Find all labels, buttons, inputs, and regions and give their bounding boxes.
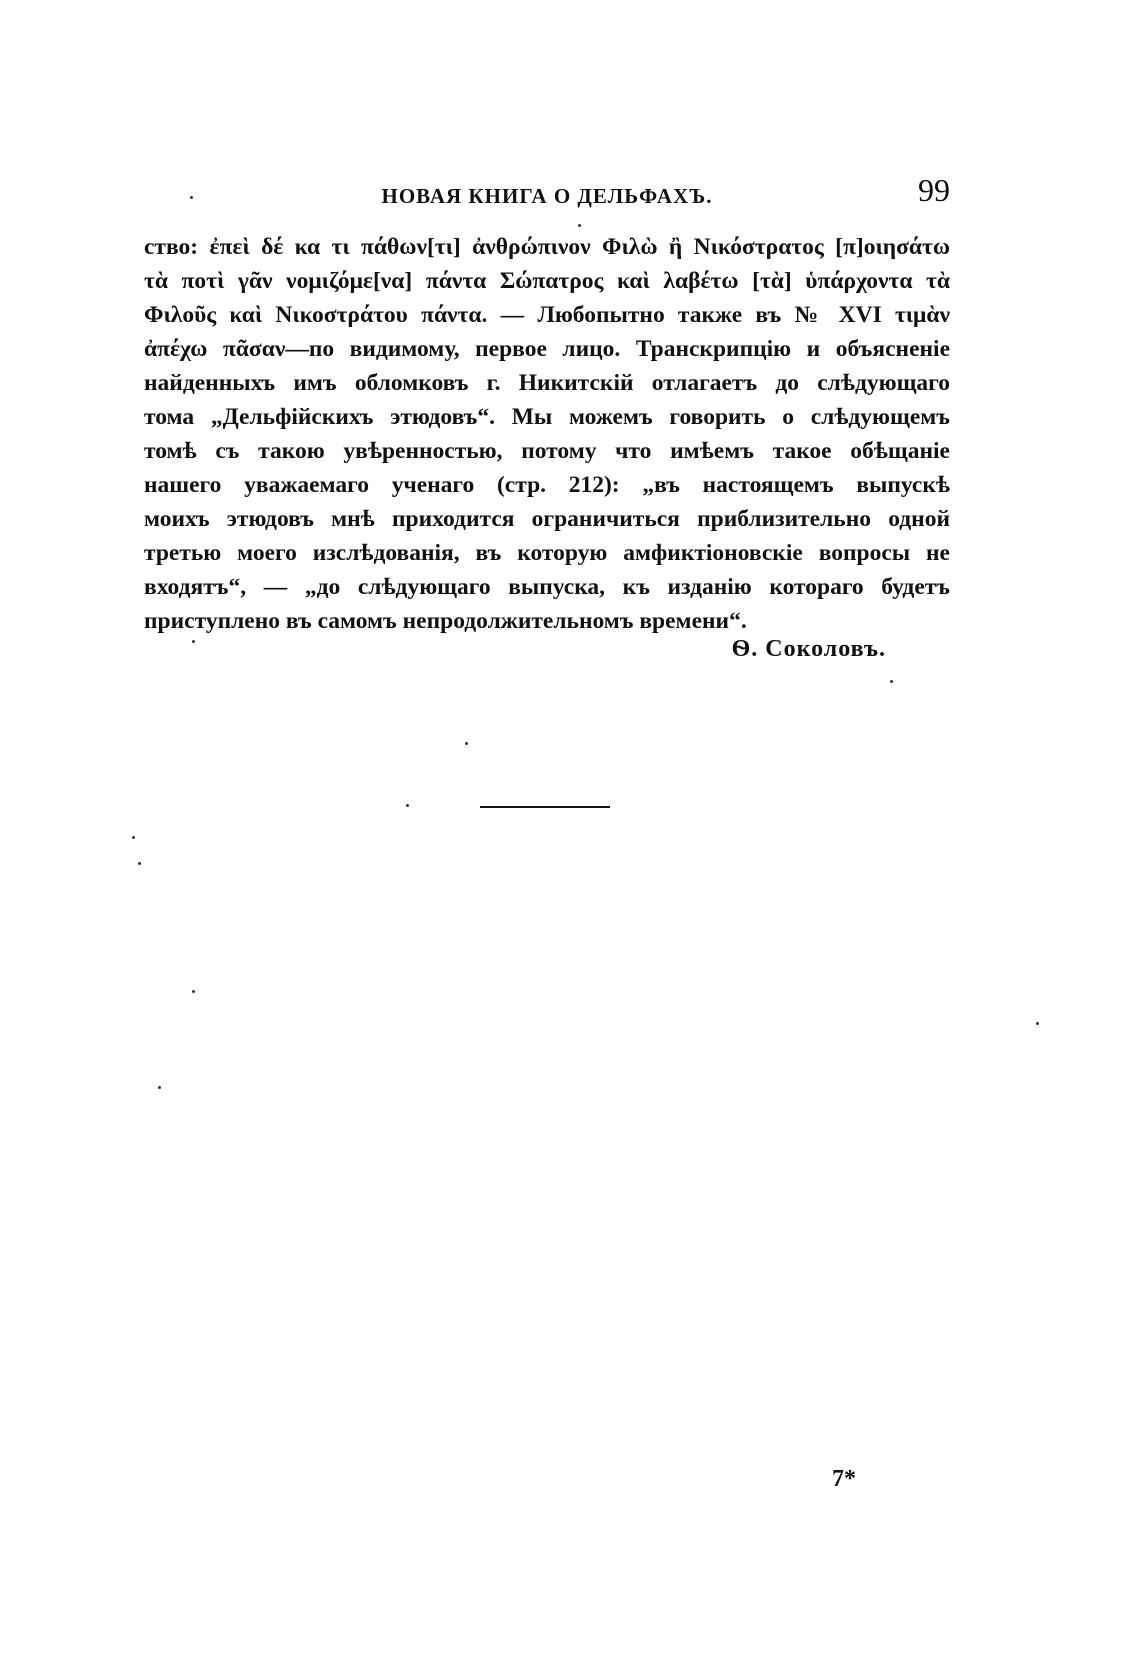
page-number: 99 xyxy=(918,172,950,208)
scan-speck xyxy=(190,196,193,199)
scan-speck xyxy=(890,680,893,683)
text-line-9: моихъ этюдовъ мнѣ приходится ограничиться приблизительно одной xyxy=(144,506,950,532)
text-line-1: ство: ἐπεὶ δέ κα τι πάθων[τι] ἀνθρώπινον Φιλὼ ἢ Νικόστρατος [π]οιησάτω xyxy=(144,234,950,260)
signature-mark: 7* xyxy=(832,1466,856,1492)
scan-speck xyxy=(192,640,195,643)
author-signature: Ѳ. Соколовъ. xyxy=(731,636,886,662)
text-line-12: приступлено въ самомъ непродолжительномъ времени“. xyxy=(144,608,747,634)
scan-speck xyxy=(132,836,135,839)
text-line-7: томѣ съ такою увѣренностью, потому что имѣемъ такое обѣщаніе xyxy=(144,438,950,464)
text-line-8: нашего уважаемаго ученаго (стр. 212): „въ настоящемъ выпускѣ xyxy=(144,472,950,498)
scan-speck xyxy=(1036,1022,1039,1025)
text-line-11: входятъ“, — „до слѣдующаго выпуска, къ изданію котораго будетъ xyxy=(144,574,950,600)
body-paragraph xyxy=(144,230,950,638)
running-head xyxy=(144,172,950,222)
scan-speck xyxy=(406,804,409,807)
scan-speck xyxy=(578,224,581,227)
running-title: НОВАЯ КНИГА О ДЕЛЬФАХЪ. xyxy=(381,184,713,208)
scan-speck xyxy=(465,742,468,745)
text-line-6: тома „Дельфійскихъ этюдовъ“. Мы можемъ говорить о слѣдующемъ xyxy=(144,404,950,430)
text-line-5: найденныхъ имъ обломковъ г. Никитскій отлагаетъ до слѣдующаго xyxy=(144,370,950,396)
text-line-10: третью моего изслѣдованія, въ которую амфиктіоновскіе вопросы не xyxy=(144,540,950,566)
text-line-2: τὰ ποτὶ γᾶν νομιζόμε[να] πάντα Σώπατρος καὶ λαβέτω [τὰ] ὑπάρχοντα τὰ xyxy=(144,268,950,294)
scan-speck xyxy=(192,990,195,993)
text-line-3: Φιλοῦς καὶ Νικοστράτου πάντα. — Любопытно также въ № XVI τιμὰν xyxy=(144,302,950,328)
section-divider xyxy=(480,806,610,808)
scan-speck xyxy=(138,862,141,865)
text-line-4: ἀπέχω πᾶσαν—по видимому, первое лицо. Транскрипцію и объясненіе xyxy=(144,336,950,362)
scan-speck xyxy=(158,1086,161,1089)
